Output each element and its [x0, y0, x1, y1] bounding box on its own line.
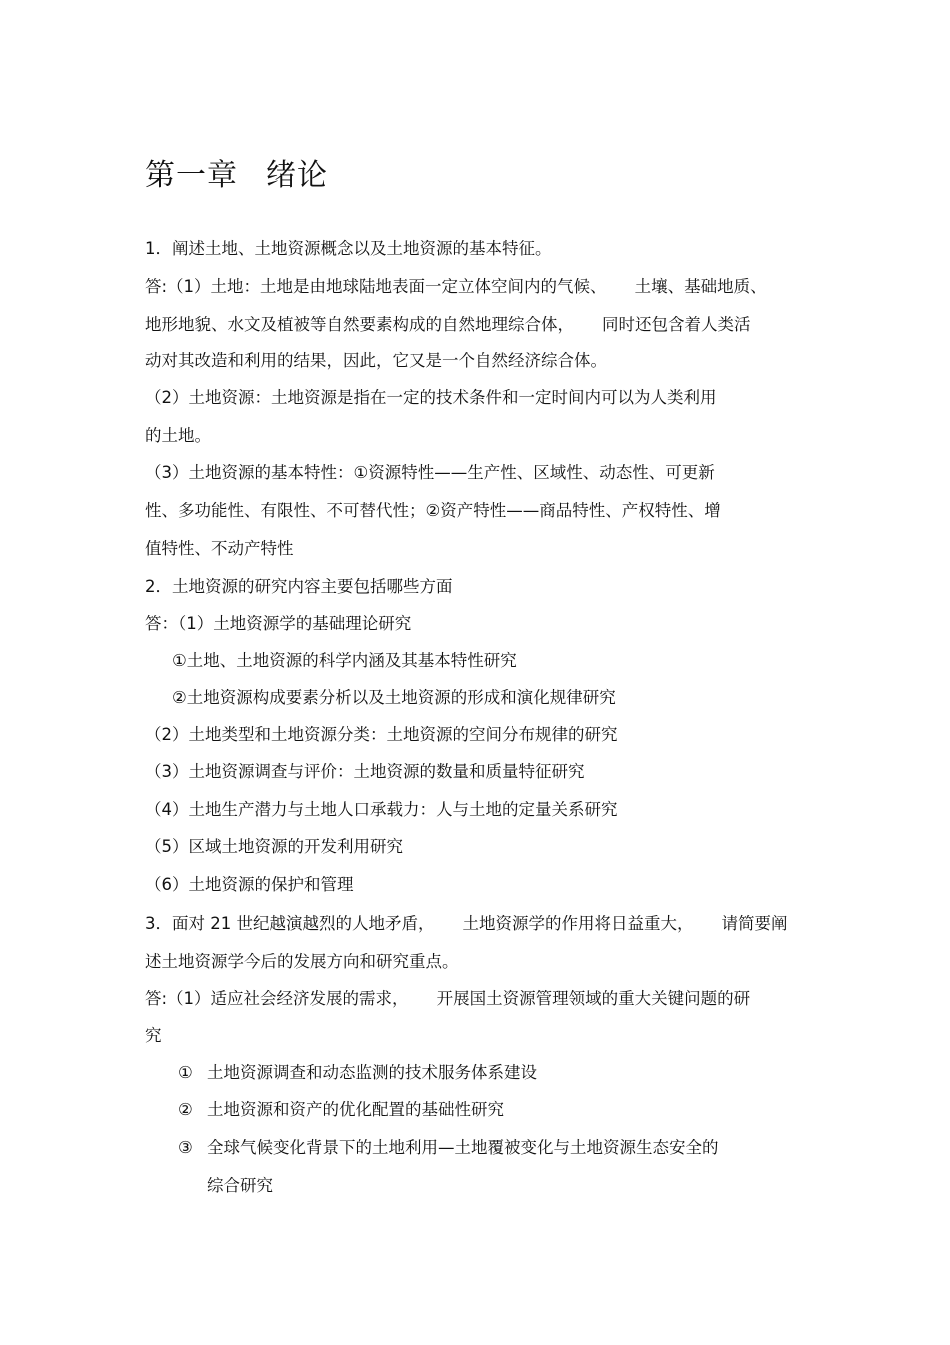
answer-2-subitem-1: ①土地、土地资源的科学内涵及其基本特性研究: [172, 651, 517, 670]
answer-1-resource-line-2: 的土地。: [145, 426, 211, 445]
answer-1-features-line-2: 性、多功能性、有限性、不可替代性；②资产特性——商品特性、产权特性、增: [145, 501, 721, 520]
answer-1-features-line-3: 值特性、不动产特性: [145, 539, 294, 558]
question-2: 2．土地资源的研究内容主要包括哪些方面: [145, 577, 453, 596]
chapter-title: [145, 152, 328, 200]
answer-3-item-1-line-2: 究: [145, 1026, 162, 1045]
answer-3-subitem-3-line-2: 综合研究: [207, 1176, 273, 1195]
answer-1-land-line-1: 答:（1）土地：土地是由地球陆地表面一定立体空间内的气候、 土壤、基础地质、: [145, 277, 767, 296]
answer-2-item-5: （5）区域土地资源的开发利用研究: [145, 837, 403, 856]
chapter-name: 绪论: [266, 158, 328, 193]
answer-3-subitem-3-line-1: 全球气候变化背景下的土地利用—土地覆被变化与土地资源生态安全的: [207, 1138, 719, 1157]
question-1: 1．阐述土地、土地资源概念以及土地资源的基本特征。: [145, 239, 552, 258]
chapter-number: 第一章: [145, 158, 238, 193]
answer-2-item-2: （2）土地类型和土地资源分类：土地资源的空间分布规律的研究: [145, 725, 618, 744]
answer-3-subitem-3-marker: ③: [178, 1138, 193, 1157]
answer-3-subitem-1: 土地资源调查和动态监测的技术服务体系建设: [207, 1063, 537, 1082]
answer-1-land-line-3: 动对其改造和利用的结果，因此，它又是一个自然经济综合体。: [145, 351, 607, 370]
answer-2-item-4: （4）土地生产潜力与土地人口承载力：人与土地的定量关系研究: [145, 800, 618, 819]
answer-2-subitem-2: ②土地资源构成要素分析以及土地资源的形成和演化规律研究: [172, 688, 616, 707]
question-3-line-1: 3．面对 21 世纪越演越烈的人地矛盾， 土地资源学的作用将日益重大， 请简要阐: [145, 914, 788, 933]
answer-1-land-line-2: 地形地貌、水文及植被等自然要素构成的自然地理综合体， 同时还包含着人类活: [145, 315, 751, 334]
answer-2-item-1: 答：（1）土地资源学的基础理论研究: [145, 614, 412, 633]
answer-3-subitem-2-marker: ②: [178, 1100, 193, 1119]
answer-3-subitem-2: 土地资源和资产的优化配置的基础性研究: [207, 1100, 504, 1119]
answer-2-item-6: （6）土地资源的保护和管理: [145, 875, 354, 894]
answer-3-item-1-line-1: 答:（1）适应社会经济发展的需求， 开展国土资源管理领域的重大关键问题的研: [145, 989, 751, 1008]
answer-2-item-3: （3）土地资源调查与评价：土地资源的数量和质量特征研究: [145, 762, 585, 781]
answer-1-features-line-1: （3）土地资源的基本特性：①资源特性——生产性、区域性、动态性、可更新: [145, 463, 715, 482]
question-3-line-2: 述土地资源学今后的发展方向和研究重点。: [145, 952, 459, 971]
answer-1-resource-line-1: （2）土地资源：土地资源是指在一定的技术条件和一定时间内可以为人类利用: [145, 388, 717, 407]
answer-3-subitem-1-marker: ①: [178, 1063, 193, 1082]
